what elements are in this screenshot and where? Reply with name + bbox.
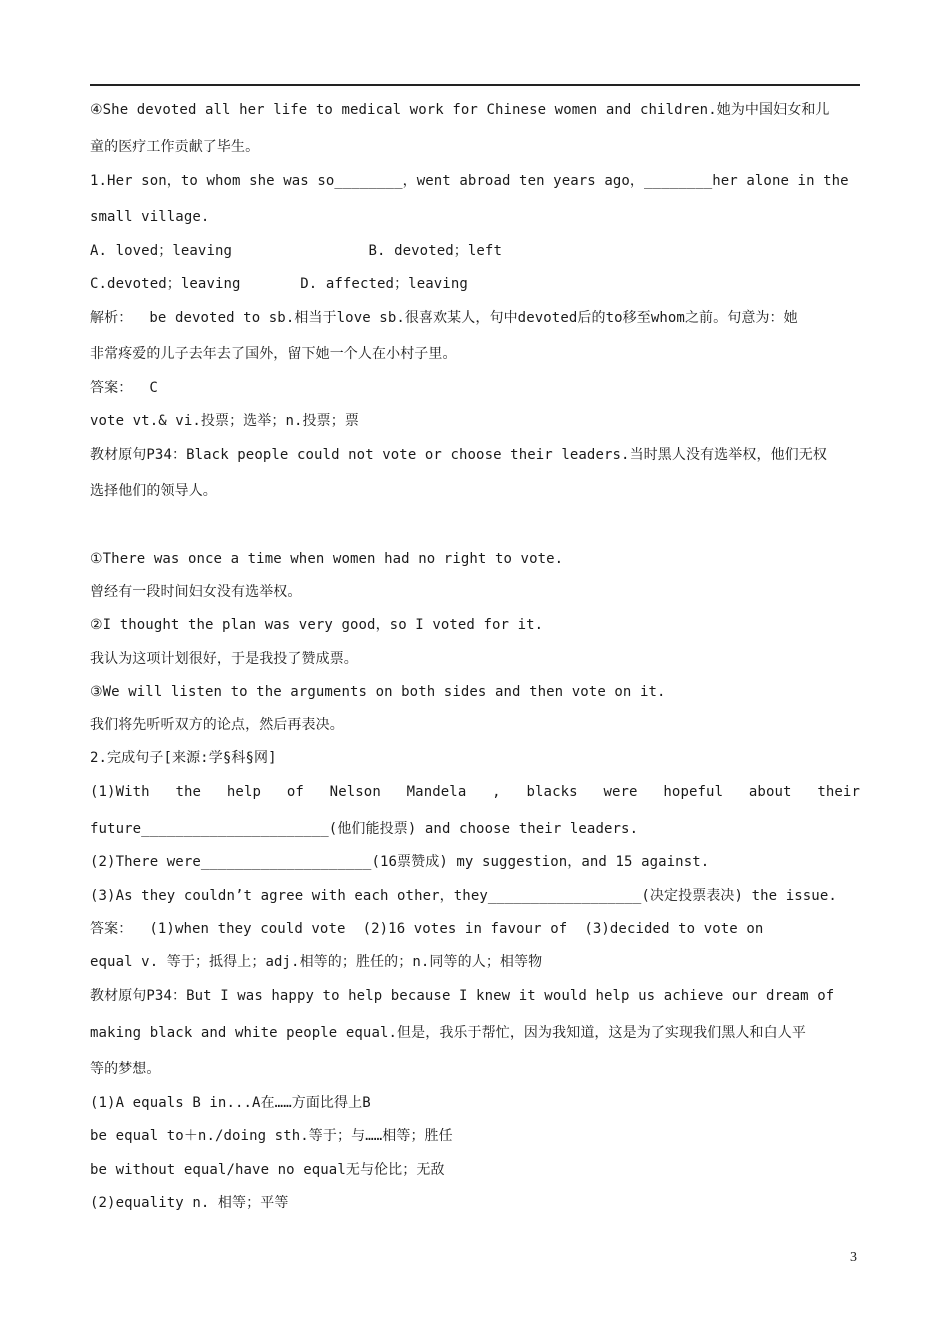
header-rule bbox=[90, 84, 860, 86]
textbook-sentence: 选择他们的领导人。 bbox=[90, 483, 217, 499]
textbook-sentence: 教材原句P34：But I was happy to help because I knew it would help us achieve our dream of bbox=[90, 988, 835, 1004]
usage-line: be without equal/have no equal无与伦比；无敌 bbox=[90, 1162, 445, 1178]
page-number: 3 bbox=[850, 1250, 857, 1265]
answer-line: 答案： (1)when they could vote (2)16 votes in favour of (3)decided to vote on bbox=[90, 921, 764, 937]
usage-line: be equal to＋n./doing sth.等于；与……相等；胜任 bbox=[90, 1128, 453, 1144]
text-line: ④She devoted all her life to medical work for Chinese women and children.她为中国妇女和儿 bbox=[90, 102, 830, 118]
usage-line: (2)equality n. 相等；平等 bbox=[90, 1195, 289, 1211]
textbook-sentence: 教材原句P34：Black people could not vote or choose their leaders.当时黑人没有选举权，他们无权 bbox=[90, 447, 827, 463]
text-line: (2)There were____________________(16票赞成) my suggestion，and 15 against. bbox=[90, 854, 710, 870]
usage-line: (1)A equals B in...A在……方面比得上B bbox=[90, 1095, 371, 1111]
text-line: 童的医疗工作贡献了毕生。 bbox=[90, 139, 260, 155]
vocab-heading: equal v. 等于；抵得上；adj.相等的；胜任的；n.同等的人；相等物 bbox=[90, 954, 543, 970]
vocab-heading: vote vt.& vi.投票；选举；n.投票；票 bbox=[90, 413, 359, 429]
textbook-sentence: making black and white people equal.但是，我乐于帮忙，因为我知道，这是为了实现我们黑人和白人平 bbox=[90, 1025, 806, 1041]
analysis-line: 非常疼爱的儿子去年去了国外，留下她一个人在小村子里。 bbox=[90, 346, 457, 362]
word: of bbox=[286, 784, 304, 800]
word: Mandela bbox=[406, 784, 467, 800]
word: hopeful bbox=[663, 784, 724, 800]
word: blacks bbox=[526, 784, 578, 800]
word: were bbox=[603, 784, 638, 800]
word: the bbox=[175, 784, 202, 800]
option-line: A. loved；leaving B. devoted；left bbox=[90, 243, 502, 259]
example-line: 我认为这项计划很好，于是我投了赞成票。 bbox=[90, 651, 358, 667]
text-line: small village. bbox=[90, 209, 210, 225]
text-line: (3)As they couldn’t agree with each other，they__________________(决定投票表决) the issue. bbox=[90, 888, 837, 904]
justified-line bbox=[90, 782, 860, 802]
word: about bbox=[748, 784, 792, 800]
example-line: 曾经有一段时间妇女没有选举权。 bbox=[90, 584, 302, 600]
analysis-line: 解析： be devoted to sb.相当于love sb.很喜欢某人，句中devoted后的to移至whom之前。句意为：她 bbox=[90, 310, 798, 326]
text-line: future______________________(他们能投票) and choose their leaders. bbox=[90, 821, 639, 837]
word: their bbox=[817, 784, 860, 800]
word: Nelson bbox=[329, 784, 381, 800]
example-line: ①There was once a time when women had no right to vote. bbox=[90, 551, 564, 567]
textbook-sentence: 等的梦想。 bbox=[90, 1061, 161, 1077]
word: help bbox=[226, 784, 262, 800]
question-2: 2.完成句子[来源:学§科§网] bbox=[90, 750, 277, 766]
word: , bbox=[492, 784, 501, 800]
answer-line: 答案： C bbox=[90, 380, 158, 396]
option-line: C.devoted；leaving D. affected；leaving bbox=[90, 276, 468, 292]
word: (1)With bbox=[90, 784, 150, 800]
example-line: 我们将先听听双方的论点，然后再表决。 bbox=[90, 717, 344, 733]
example-line: ②I thought the plan was very good，so I voted for it. bbox=[90, 617, 544, 633]
question-1: 1.Her son，to whom she was so________，went abroad ten years ago，________her alone in the bbox=[90, 173, 849, 189]
example-line: ③We will listen to the arguments on both sides and then vote on it. bbox=[90, 684, 666, 700]
